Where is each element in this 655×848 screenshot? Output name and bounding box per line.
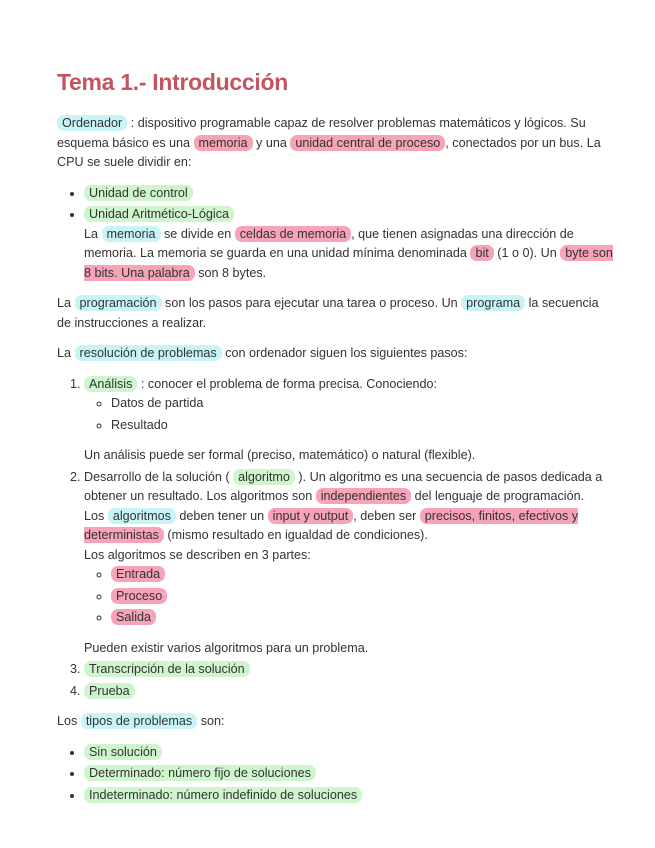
highlighted-term: Indeterminado: número indefinido de soluciones bbox=[84, 787, 362, 803]
highlighted-term: Ordenador bbox=[57, 115, 127, 131]
sub-list bbox=[84, 565, 615, 628]
text-run: son 8 bytes. bbox=[194, 265, 267, 280]
highlighted-term: Prueba bbox=[84, 683, 135, 699]
highlighted-term: Sin solución bbox=[84, 744, 162, 760]
highlighted-term: celdas de memoria bbox=[235, 226, 351, 242]
highlighted-term: bit bbox=[470, 245, 493, 261]
text-run: Los bbox=[84, 508, 108, 523]
highlighted-term: independientes bbox=[316, 488, 411, 504]
sub-list-item bbox=[111, 394, 615, 414]
highlighted-term: Salida bbox=[111, 609, 156, 625]
paragraph bbox=[57, 114, 615, 173]
list-item bbox=[84, 660, 615, 680]
list-item bbox=[84, 468, 615, 659]
text-run: Datos de partida bbox=[111, 396, 204, 410]
highlighted-term: Unidad de control bbox=[84, 185, 193, 201]
text-run: Un análisis puede ser formal (preciso, matemático) o natural (flexible). bbox=[84, 448, 476, 462]
paragraph bbox=[57, 344, 615, 364]
text-run: la secuencia de instrucciones a realizar. bbox=[57, 296, 599, 330]
bullet-list bbox=[57, 743, 615, 806]
highlighted-term: precisos, finitos, efectivos y deterministas bbox=[84, 508, 579, 542]
text-run: Los algoritmos se describen en 3 partes: bbox=[84, 547, 311, 562]
list-item bbox=[84, 375, 615, 466]
text-run: : conocer el problema de forma precisa. Conociendo: bbox=[137, 376, 438, 391]
text-run: , conectados por un bus. La CPU se suele dividir en: bbox=[57, 135, 601, 169]
list-item-note bbox=[84, 507, 615, 546]
text-run: son: bbox=[197, 714, 225, 728]
highlighted-term: unidad central de proceso bbox=[290, 135, 445, 151]
highlighted-term: algoritmos bbox=[108, 508, 176, 524]
list-item-note bbox=[84, 225, 615, 284]
list-item bbox=[84, 786, 615, 806]
sub-list-item bbox=[111, 416, 615, 436]
highlighted-term: Análisis bbox=[84, 376, 137, 392]
page-title: Tema 1.- Introducción bbox=[57, 69, 288, 95]
highlighted-term: Transcripción de la solución bbox=[84, 661, 250, 677]
text-run: , deben ser bbox=[353, 508, 420, 523]
list-item bbox=[84, 764, 615, 784]
text-run: ). Un algoritmo es una secuencia de pasos dedicada a obtener un resultado. Los algoritmos son bbox=[84, 469, 603, 503]
highlighted-term: Unidad Aritmético-Lógica bbox=[84, 206, 234, 222]
list-item bbox=[84, 184, 615, 204]
document-body bbox=[57, 114, 615, 805]
text-run: Los bbox=[57, 714, 81, 728]
highlighted-term: memoria bbox=[194, 135, 253, 151]
text-run: Pueden existir varios algoritmos para un problema. bbox=[84, 640, 369, 655]
text-run: (mismo resultado en igualdad de condiciones). bbox=[163, 528, 428, 542]
list-item bbox=[84, 743, 615, 763]
highlighted-term: input y output bbox=[268, 508, 354, 524]
highlighted-term: memoria bbox=[102, 226, 161, 242]
text-run: se divide en bbox=[160, 226, 235, 241]
text-run: : dispositivo programable capaz de resolver problemas matemáticos y lógicos. Su esquema básico es una bbox=[57, 116, 586, 150]
sub-list-item bbox=[111, 608, 615, 628]
list-item bbox=[84, 205, 615, 283]
highlighted-term: tipos de problemas bbox=[81, 713, 197, 729]
text-run: con ordenador siguen los siguientes pasos: bbox=[221, 346, 468, 360]
text-run: La bbox=[57, 296, 75, 310]
list-item-note bbox=[84, 546, 615, 566]
text-run: La bbox=[57, 346, 75, 360]
text-run: , que tienen asignadas una dirección de memoria. La memoria se guarda en una unidad mínima denominada bbox=[84, 226, 574, 260]
highlighted-term: programa bbox=[461, 295, 525, 311]
text-run: Desarrollo de la solución ( bbox=[84, 469, 234, 484]
bullet-list bbox=[57, 184, 615, 284]
text-run: Resultado bbox=[111, 417, 168, 432]
highlighted-term: programación bbox=[75, 295, 162, 311]
highlighted-term: resolución de problemas bbox=[75, 345, 222, 361]
text-run: y una bbox=[252, 135, 291, 150]
numbered-list bbox=[57, 375, 615, 702]
list-item-note bbox=[84, 446, 615, 466]
paragraph bbox=[57, 712, 615, 732]
highlighted-term: Determinado: número fijo de soluciones bbox=[84, 765, 316, 781]
sub-list-item bbox=[111, 565, 615, 585]
sub-list bbox=[84, 394, 615, 435]
text-run: (1 o 0). Un bbox=[493, 246, 561, 260]
paragraph bbox=[57, 294, 615, 333]
text-run: del lenguaje de programación. bbox=[411, 489, 585, 503]
highlighted-term: algoritmo bbox=[233, 469, 295, 485]
text-run: deben tener un bbox=[175, 508, 268, 523]
text-run: son los pasos para ejecutar una tarea o proceso. Un bbox=[161, 296, 462, 310]
list-item bbox=[84, 682, 615, 702]
sub-list-item bbox=[111, 587, 615, 607]
list-item-note bbox=[84, 639, 615, 659]
highlighted-term: byte son 8 bits. Una palabra bbox=[84, 246, 613, 280]
highlighted-term: Entrada bbox=[111, 566, 165, 582]
highlighted-term: Proceso bbox=[111, 588, 167, 604]
text-run: La bbox=[84, 226, 102, 241]
